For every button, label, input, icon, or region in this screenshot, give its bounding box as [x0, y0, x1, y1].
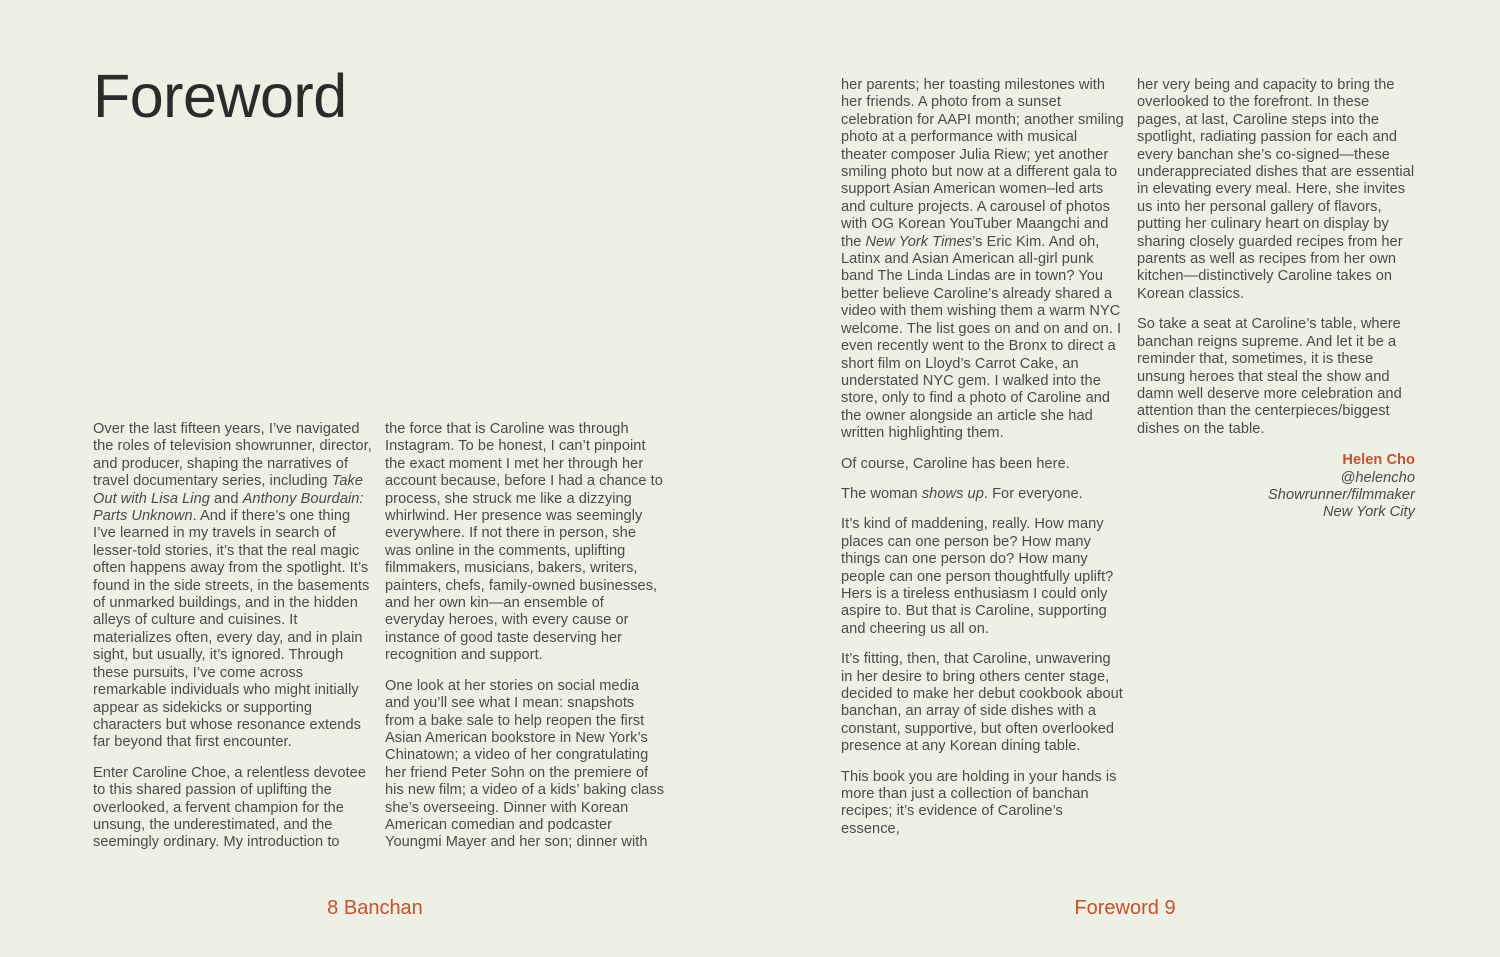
paragraph: Of course, Caroline has been here. — [841, 455, 1070, 472]
right-page — [750, 0, 1500, 957]
paragraph: It’s kind of maddening, really. How many places can one person be? How many things can one person do? How many people can one person thoughtfully uplift? Hers is a tireless enthusiasm I could only aspire to. But that is Caroline, supporting and cheering us all on. — [841, 516, 1114, 637]
left-page-column-1 — [93, 421, 374, 852]
signature-name: Helen Cho — [1342, 452, 1415, 469]
signature-role: Showrunner/filmmaker — [1268, 486, 1415, 503]
paragraph: It’s fitting, then, that Caroline, unwavering in her desire to bring others center stage, decided to make her debut cookbook about banchan, an array of side dishes with a constant, supportive, but often overlooked presence at any Korean dining table. — [841, 651, 1123, 755]
signature-block — [1137, 452, 1415, 522]
paragraph: So take a seat at Caroline’s table, where banchan reigns supreme. And let it be a reminder that, sometimes, it is these unsung heroes that steal the show and damn well deserve more celebration and attention than the centerpieces/biggest dishes on the table. — [1137, 316, 1402, 437]
right-page-column-1 — [841, 77, 1125, 838]
page-title: Foreword — [93, 62, 347, 130]
right-page-footer: Foreword 9 — [1074, 897, 1176, 919]
paragraph: Enter Caroline Choe, a relentless devotee to this shared passion of uplifting the overlooked, a fervent champion for the unsung, the underestimated, and the seemingly ordinary. My introduction to — [93, 764, 367, 851]
right-page-column-2 — [1137, 77, 1415, 522]
left-page-footer: 8 Banchan — [327, 897, 423, 919]
paragraph: her very being and capacity to bring the overlooked to the forefront. In these pages, at last, Caroline steps into the spotlight, radiating passion for each and every banchan she’s co-signed—these underappreciated dishes that are essential in elevating every meal. Here, she invites us into her personal gallery of flavors, putting her culinary heart on display by sharing closely guarded recipes from her parents as well as recipes from her own kitchen—distinctively Caroline takes on Korean classics. — [1137, 77, 1415, 302]
paragraph: The woman shows up. For everyone. — [841, 485, 1083, 502]
right-page-column-2-text — [1137, 77, 1415, 438]
paragraph: her parents; her toasting milestones with her friends. A photo from a sunset celebration for AAPI month; another smiling photo at a performance with musical theater composer Julia Riew; yet another smiling photo but now at a different gala to support Asian American women–led arts and culture projects. A carousel of photos with OG Korean YouTuber Maangchi and the New York Times’s Eric Kim. And oh, Latinx and Asian American all-girl punk band The Linda Lindas are in town? You better believe Caroline’s already shared a video with them wishing them a warm NYC welcome. The list goes on and on and on. I even recently went to the Bronx to direct a short film on Lloyd’s Carrot Cake, an understated NYC gem. I walked into the store, only to find a photo of Caroline and the owner alongside an article she had written highlighting them. — [841, 77, 1124, 442]
signature-handle: @helencho — [1340, 469, 1415, 486]
left-page-column-2 — [385, 421, 666, 852]
paragraph: Over the last fifteen years, I’ve navigated the roles of television showrunner, director, and producer, shaping the narratives of travel documentary series, including Take Out with Lisa Ling and Anthony Bourdain: Parts Unknown. And if there’s one thing I’ve learned in my travels in search of lesser-told stories, it’s that the real magic often happens away from the spotlight. It’s found in the side streets, in the basements of unmarked buildings, and in the hidden alleys of culture and cuisines. It materializes often, every day, and in plain sight, but usually, it’s ignored. Through these pursuits, I’ve come across remarkable individuals who might initially appear as sidekicks or supporting characters but whose resonance extends far beyond that first encounter. — [93, 421, 372, 751]
paragraph: This book you are holding in your hands is more than just a collection of banchan recipes; it’s evidence of Caroline’s essence, — [841, 768, 1117, 837]
signature-city: New York City — [1322, 504, 1415, 521]
paragraph: the force that is Caroline was through Instagram. To be honest, I can’t pinpoint the exact moment I met her through her account because, before I had a chance to process, she struck me like a dizzying whirlwind. Her presence was seemingly everywhere. If not there in person, she was online in the comments, uplifting filmmakers, musicians, bakers, writers, painters, chefs, family-owned businesses, and her own kin—an ensemble of everyday heroes, with every cause or instance of good taste deserving her recognition and support. — [385, 421, 663, 664]
paragraph: One look at her stories on social media and you’ll see what I mean: snapshots from a bake sale to help reopen the first Asian American bookstore in New York’s Chinatown; a video of her congratulating her friend Peter Sohn on the premiere of his new film; a video of a kids’ baking class she’s overseeing. Dinner with Korean American comedian and podcaster Youngmi Mayer and her son; dinner with — [385, 677, 665, 851]
